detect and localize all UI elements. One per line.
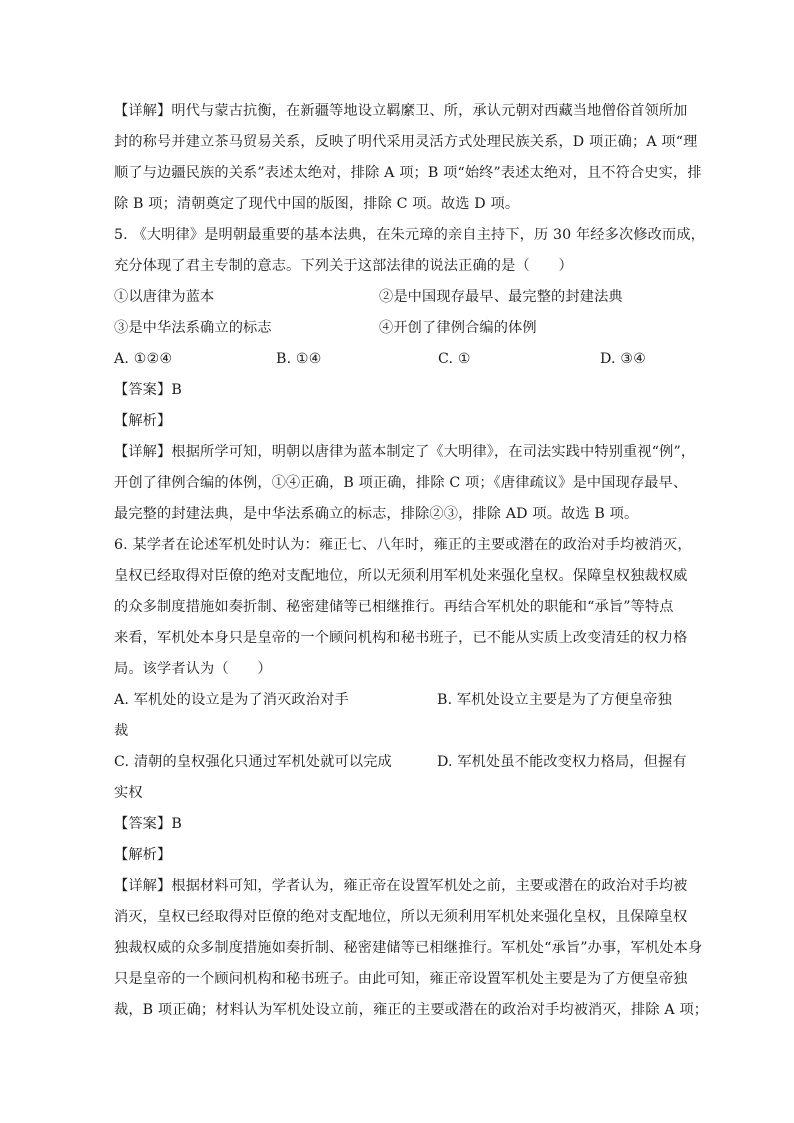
question-5-line-2: 充分体现了君主专制的意志。下列关于这部法律的说法正确的是（ ） bbox=[114, 258, 573, 274]
detail-6-line-1: 【详解】根据材料可知，学者认为，雍正帝在设置军机处之前，主要或潜在的政治对手均被 bbox=[114, 878, 688, 894]
q6-option-a: A. 军机处的设立是为了消灭政治对手 bbox=[114, 692, 349, 708]
detail-4-line-1: 【详解】明代与蒙古抗衡，在新疆等地设立羁縻卫、所，承认元朝对西藏当地僧俗首领所加 bbox=[114, 103, 688, 119]
question-5-line-1: 5. 《大明律》是明朝最重要的基本法典，在朱元璋的亲自主持下，历 30 年经多次修改而成， bbox=[114, 227, 705, 243]
q6-option-c: C. 清朝的皇权强化只通过军机处就可以完成 bbox=[114, 754, 392, 770]
q5-statement-2: ②是中国现存最早、最完整的封建法典 bbox=[379, 289, 623, 305]
q6-option-d: D. 军机处虽不能改变权力格局，但握有 bbox=[437, 754, 687, 770]
q5-statements-row-2 bbox=[114, 313, 684, 344]
q6-option-d-wrap: 实权 bbox=[114, 785, 143, 801]
q6-answer: 【答案】B bbox=[114, 816, 182, 832]
q5-options bbox=[114, 344, 684, 375]
detail-4-line-4: 除 B 项；清朝奠定了现代中国的版图，排除 C 项。故选 D 项。 bbox=[114, 196, 520, 212]
q6-option-b: B. 军机处设立主要是为了方便皇帝独 bbox=[437, 692, 672, 708]
q6-analysis-heading: 【解析】 bbox=[114, 847, 172, 863]
q5-option-a: A. ①②④ bbox=[114, 351, 173, 367]
document-page bbox=[114, 96, 709, 1026]
q6-option-b-wrap: 裁 bbox=[114, 723, 129, 739]
q5-answer: 【答案】B bbox=[114, 382, 182, 398]
q5-option-c: C. ① bbox=[438, 351, 471, 367]
detail-6-line-4: 只是皇帝的一个顾问机构和秘书班子。由此可知，雍正帝设置军机处主要是为了方便皇帝独 bbox=[114, 971, 688, 987]
question-6-line-5: 局。该学者认为（ ） bbox=[114, 661, 272, 677]
detail-6-line-5: 裁，B 项正确；材料认为军机处设立前，雍正的主要或潜在的政治对手均被消灭，排除 A 项； bbox=[114, 1002, 709, 1018]
detail-6-line-2: 消灭，皇权已经取得对臣僚的绝对支配地位，所以无须利用军机处来强化皇权，且保障皇权 bbox=[114, 909, 688, 925]
question-6-line-4: 来看，军机处本身只是皇帝的一个顾问机构和秘书班子，已不能从实质上改变清廷的权力格 bbox=[114, 630, 688, 646]
q5-statement-1: ①以唐律为蓝本 bbox=[114, 289, 215, 305]
detail-4-line-3: 顺了与边疆民族的关系”表述太绝对，排除 A 项；B 项“始终”表述太绝对，且不符合史实，排 bbox=[114, 165, 702, 181]
q5-statement-4: ④开创了律例合编的体例 bbox=[379, 320, 537, 336]
q5-option-b: B. ①④ bbox=[276, 351, 322, 367]
detail-5-line-2: 开创了律例合编的体例，①④正确，B 项正确，排除 C 项；《唐律疏议》是中国现存最早、 bbox=[114, 475, 688, 491]
q5-statement-3: ③是中华法系确立的标志 bbox=[114, 320, 272, 336]
question-6-line-1: 6. 某学者在论述军机处时认为：雍正七、八年时，雍正的主要或潜在的政治对手均被消灭， bbox=[114, 537, 692, 553]
detail-6-line-3: 独裁权威的众多制度措施如奏折制、秘密建储等已相继推行。军机处“承旨”办事，军机处本身 bbox=[114, 940, 703, 956]
q6-options-row-2 bbox=[114, 747, 687, 778]
detail-5-line-3: 最完整的封建法典，是中华法系确立的标志，排除②③，排除 AD 项。故选 B 项。 bbox=[114, 506, 639, 522]
question-6-line-2: 皇权已经取得对臣僚的绝对支配地位，所以无须利用军机处来强化皇权。保障皇权独裁权威 bbox=[114, 568, 688, 584]
detail-5-line-1: 【详解】根据所学可知，明朝以唐律为蓝本制定了《大明律》，在司法实践中特别重视“例”， bbox=[114, 444, 696, 460]
q5-statements-row-1 bbox=[114, 282, 684, 313]
q5-option-d: D. ③④ bbox=[600, 351, 647, 367]
q6-options-row-1 bbox=[114, 685, 684, 716]
question-6-line-3: 的众多制度措施如奏折制、秘密建储等已相继推行。再结合军机处的职能和“承旨”等特点 bbox=[114, 599, 674, 615]
q5-analysis-heading: 【解析】 bbox=[114, 413, 172, 429]
detail-4-line-2: 封的称号并建立茶马贸易关系，反映了明代采用灵活方式处理民族关系，D 项正确；A 项“理 bbox=[114, 134, 698, 150]
